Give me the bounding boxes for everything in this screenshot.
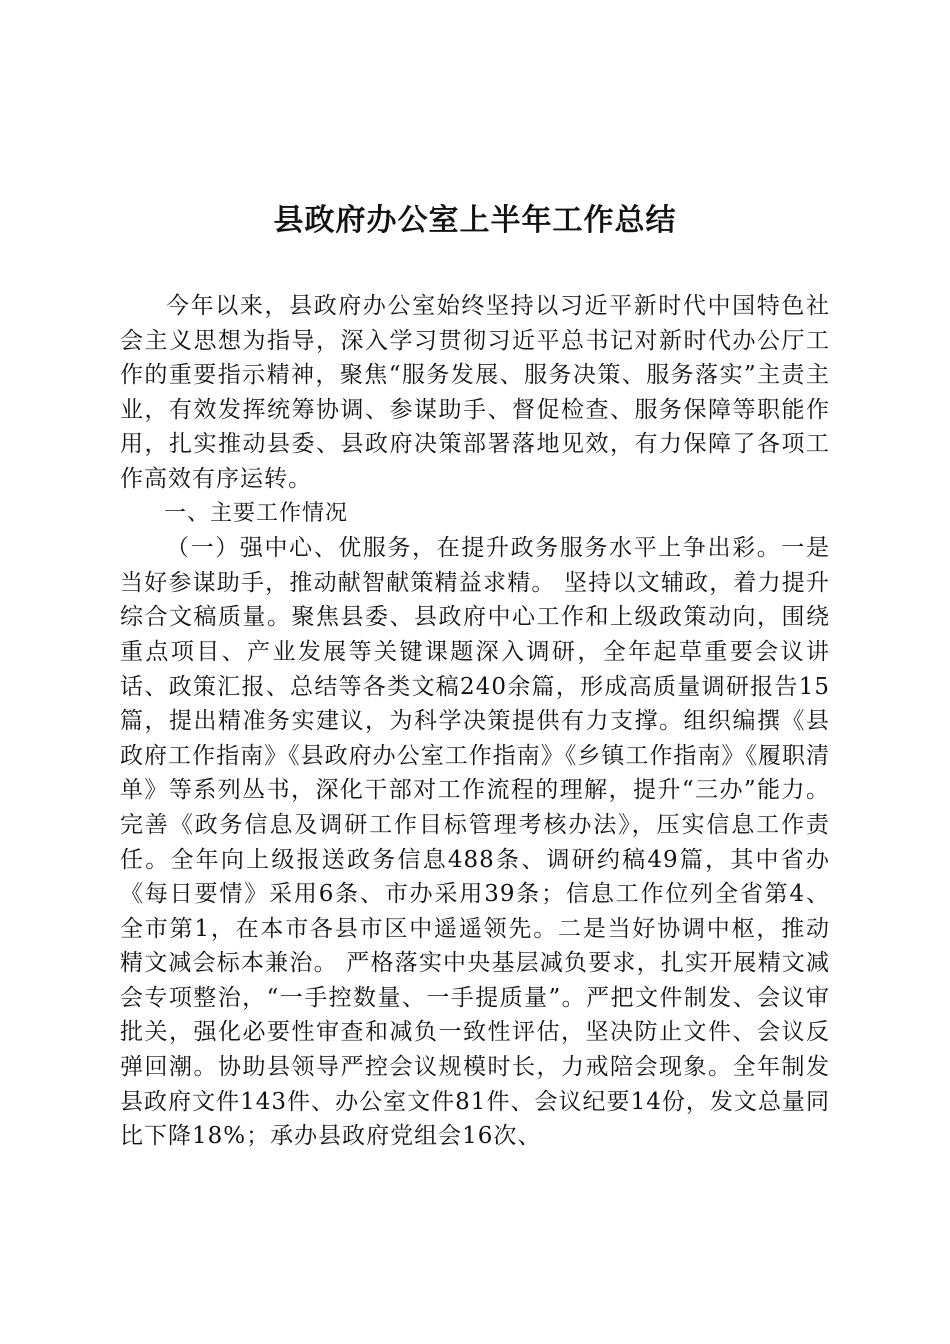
subsection-body: 一是当好参谋助手，推动献智献策精益求精。 坚持以文辅政，着力提升综合文稿质量。聚焦县委、县政府中心工作和上级政策动向，围绕重点项目、产业发展等关键课题深入调研，全年起草重要会议讲话、政策汇报、总结等各类文稿240余篇，形成高质量调研报告15篇，提出精准务实建议，为科学决策提供有力支撑。组织编撰《县政府工作指南》《县政府办公室工作指南》《乡镇工作指南》《履职清单》等系列丛书，深化干部对工作流程的理解，提升“三办”能力。完善《政务信息及调研工作目标管理考核办法》，压实信息工作责任。全年向上级报送政务信息488条、调研约稿49篇，其中省办《每日要情》采用6条、市办采用39条；信息工作位列全省第4、全市第1，在本市各县市区中遥遥领先。二是当好协调中枢，推动精文减会标本兼治。 严格落实中央基层减负要求，扎实开展精文减会专项整治，“一手控数量、一手提质量”。严把文件制发、会议审批关，强化必要性审查和减负一致性评估，坚决防止文件、会议反弹回潮。协助县领导严控会议规模时长，力戒陪会现象。全年制发县政府文件143件、办公室文件81件、会议纪要14份，发文总量同比下降18%；承办县政府党组会16次、	[120, 535, 831, 1150]
section-heading: 一、主要工作情况	[164, 500, 349, 526]
document-body	[120, 289, 830, 1154]
subsection-heading: （一）强中心、优服务，在提升政务服务水平上争出彩。	[166, 535, 782, 562]
intro-paragraph: 今年以来，县政府办公室始终坚持以习近平新时代中国特色社会主义思想为指导，深入学习贯彻习近平总书记对新时代办公厅工作的重要指示精神，聚焦“服务发展、服务决策、服务落实”主责主业，有效发挥统筹协调、参谋助手、督促检查、服务保障等职能作用，扎实推动县委、县政府决策部署落地见效，有力保障了各项工作高效有序运转。	[120, 293, 830, 492]
subsection-paragraph	[120, 531, 830, 1154]
document-title: 县政府办公室上半年工作总结	[273, 203, 677, 238]
